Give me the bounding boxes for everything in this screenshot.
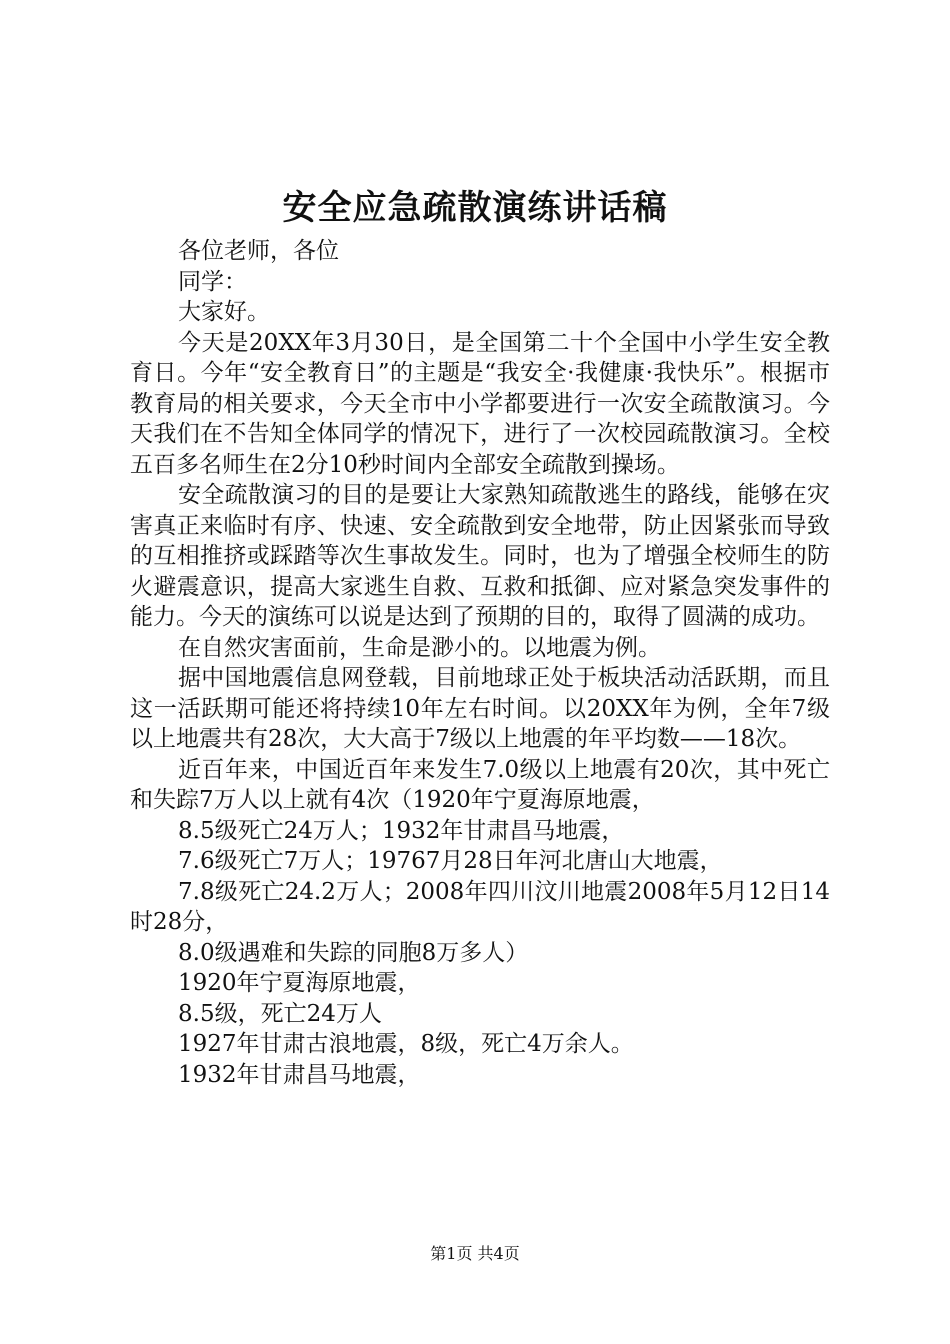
paragraph-10: 7.6级死亡7万人；19767月28日年河北唐山大地震，	[178, 848, 723, 874]
paragraph-16: 1932年甘肃昌马地震，	[178, 1061, 421, 1088]
paragraph-15: 1927年甘肃古浪地震，8级，死亡4万余人。	[178, 1031, 634, 1057]
paragraph-6: 在自然灾害面前，生命是渺小的。以地震为例。	[178, 634, 661, 661]
document-title: 安全应急疏散演练讲话稿	[282, 188, 668, 228]
paragraph-11: 7.8级死亡24.2万人；2008年四川汶川地震2008年5月12日14时28分，	[130, 878, 830, 935]
document-body	[130, 236, 830, 1090]
paragraph-8: 近百年来，中国近百年来发生7.0级以上地震有20次，其中死亡和失踪7万人以上就有4次（1920年宁夏海原地震，	[130, 756, 830, 813]
paragraph-12: 8.0级遇难和失踪的同胞8万多人）	[178, 939, 529, 966]
paragraph-1: 各位老师，各位	[178, 238, 339, 264]
paragraph-14: 8.5级，死亡24万人	[178, 1000, 382, 1027]
page-footer: 第1页 共4页	[430, 1244, 520, 1263]
paragraph-5: 安全疏散演习的目的是要让大家熟知疏散逃生的路线，能够在灾害真正来临时有序、快速、安全疏散到安全地带，防止因紧张而导致的互相推挤或踩踏等次生事故发生。同时，也为了增强全校师生的防火避震意识，提高大家逃生自救、互救和抵御、应对紧急突发事件的能力。今天的演练可以说是达到了预期的目的，取得了圆满的成功。	[130, 482, 830, 630]
paragraph-9: 8.5级死亡24万人；1932年甘肃昌马地震，	[178, 817, 625, 844]
paragraph-2: 同学：	[178, 268, 247, 295]
paragraph-4: 今天是20XX年3月30日，是全国第二十个全国中小学生安全教育日。今年“安全教育日”的主题是“我安全·我健康·我快乐”。根据市教育局的相关要求，今天全市中小学都要进行一次安全疏散演习。今天我们在不告知全体同学的情况下，进行了一次校园疏散演习。全校五百多名师生在2分10秒时间内全部安全疏散到操场。	[130, 329, 830, 478]
paragraph-13: 1920年宁夏海原地震，	[178, 970, 421, 996]
paragraph-3: 大家好。	[178, 299, 270, 325]
paragraph-7: 据中国地震信息网登载，目前地球正处于板块活动活跃期，而且这一活跃期可能还将持续10年左右时间。以20XX年为例，全年7级以上地震共有28次，大大高于7级以上地震的年平均数——18次。	[130, 665, 830, 752]
